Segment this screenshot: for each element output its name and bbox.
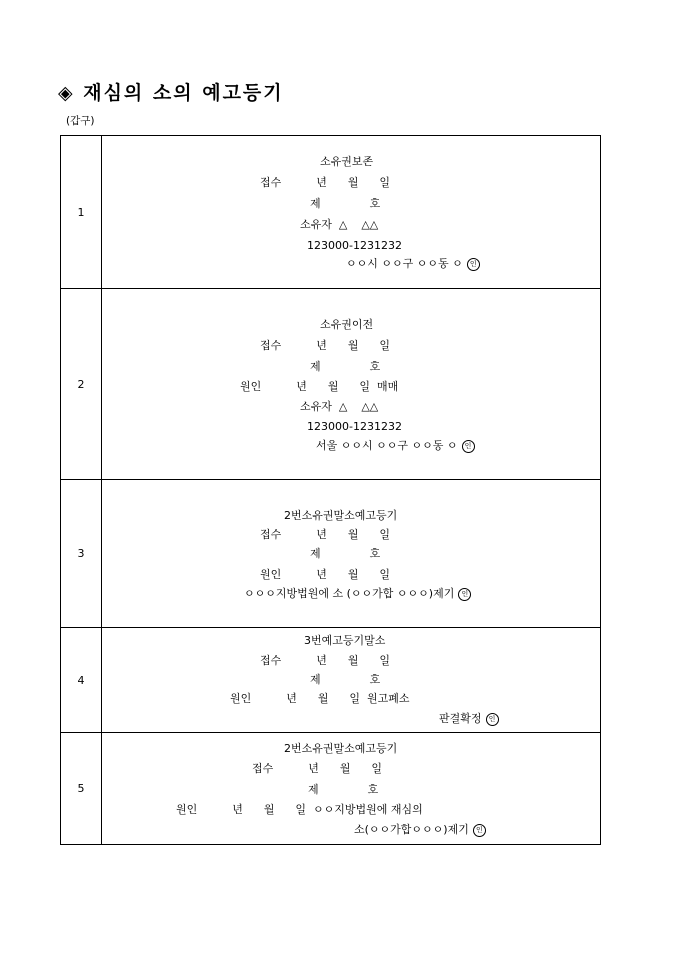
seal-icon: 인 (473, 824, 486, 837)
entry-cell (102, 628, 601, 733)
entry-line: 제 호 (308, 783, 379, 796)
entry-line: 제 호 (310, 360, 381, 373)
entry-line: 판결확정 인 (439, 712, 499, 726)
entry-line: 접수 년 월 일 (260, 528, 391, 541)
entry-line: 소유권이전 (320, 318, 374, 331)
seal-icon: 인 (458, 588, 471, 601)
entry-cell (102, 289, 601, 480)
seal-icon: 인 (467, 258, 480, 271)
seal-icon: 인 (486, 713, 499, 726)
entry-line: ㅇㅇ시 ㅇㅇ구 ㅇㅇ동 ㅇ 인 (346, 257, 480, 271)
entry-line: 원인 년 월 일 (260, 568, 391, 581)
entry-line: 원인 년 월 일 매매 (240, 380, 399, 393)
entry-cell (102, 480, 601, 628)
row-number: 5 (61, 733, 102, 845)
entry-line: 소(ㅇㅇ가합ㅇㅇㅇ)제기 인 (354, 823, 486, 837)
table-row (61, 136, 601, 289)
entry-line: 123000-1231232 (307, 420, 402, 433)
row-number: 4 (61, 628, 102, 733)
entry-line: 접수 년 월 일 (260, 654, 391, 667)
entry-line: 소유자 △ △△ (300, 218, 379, 231)
entry-line: ㅇㅇㅇ지방법원에 소 (ㅇㅇ가합 ㅇㅇㅇ)제기 인 (244, 587, 471, 601)
entry-line: 접수 년 월 일 (260, 339, 391, 352)
registry-table (60, 135, 601, 845)
entry-line: 서울 ㅇㅇ시 ㅇㅇ구 ㅇㅇ동 ㅇ 인 (316, 439, 475, 453)
row-number: 3 (61, 480, 102, 628)
entry-line: 접수 년 월 일 (252, 762, 383, 775)
entry-line: 2번소유권말소예고등기 (284, 509, 398, 522)
table-row (61, 289, 601, 480)
table-row (61, 480, 601, 628)
row-number: 2 (61, 289, 102, 480)
entry-line: 제 호 (310, 197, 381, 210)
table-row (61, 733, 601, 845)
entry-cell (102, 136, 601, 289)
entry-line: 소유자 △ △△ (300, 400, 379, 413)
entry-line: 접수 년 월 일 (260, 176, 391, 189)
entry-line: 원인 년 월 일 ㅇㅇ지방법원에 재심의 (176, 803, 423, 816)
seal-icon: 인 (462, 440, 475, 453)
table-row (61, 628, 601, 733)
entry-line: 2번소유권말소예고등기 (284, 742, 398, 755)
page-title: ◈ 재심의 소의 예고등기 (58, 82, 284, 104)
entry-line: 소유권보존 (320, 155, 374, 168)
entry-line: 3번예고등기말소 (304, 634, 386, 647)
entry-line: 제 호 (310, 673, 381, 686)
section-label: (갑구) (66, 115, 95, 127)
entry-line: 제 호 (310, 547, 381, 560)
entry-line: 123000-1231232 (307, 239, 402, 252)
entry-cell (102, 733, 601, 845)
row-number: 1 (61, 136, 102, 289)
entry-line: 원인 년 월 일 원고폐소 (230, 692, 410, 705)
